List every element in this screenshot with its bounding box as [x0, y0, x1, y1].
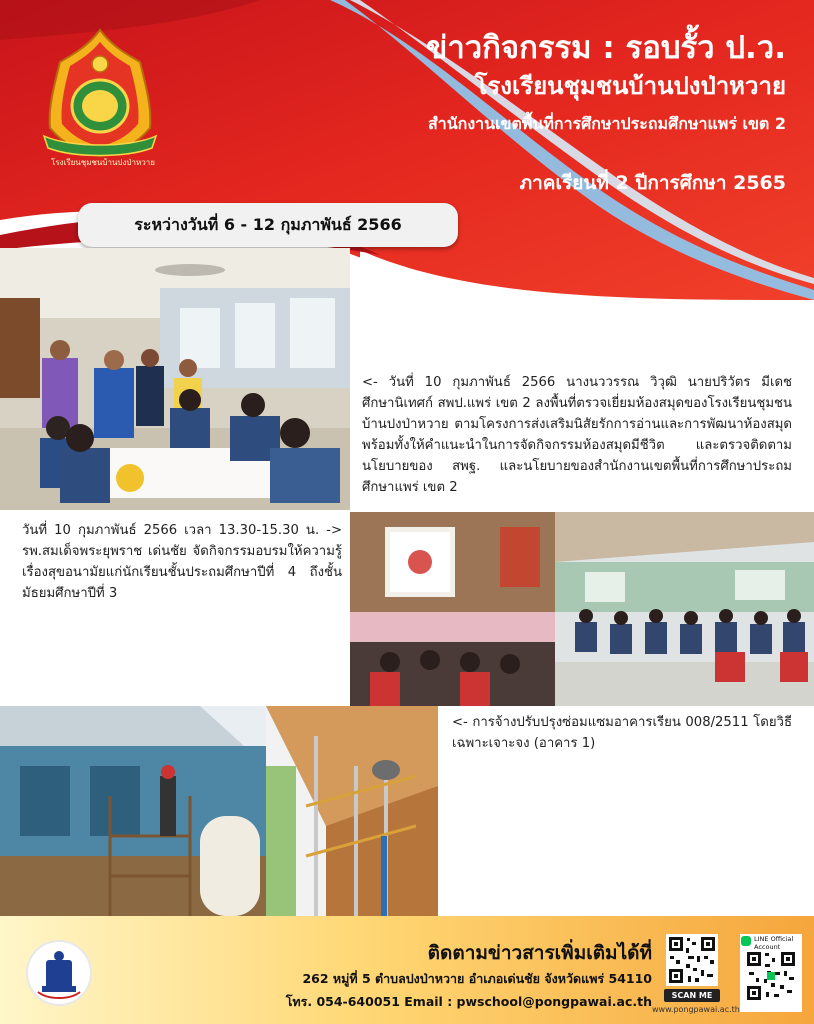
newsletter-title: ข่าวกิจกรรม : รอบรั้ว ป.ว. — [426, 30, 786, 66]
building-repair-interior-photo — [266, 706, 438, 916]
education-office: สำนักงานเขตพื้นที่การศึกษาประถมศึกษาแพร่ เขต 2 — [427, 114, 786, 133]
news-health-training-text: วันที่ 10 กุมภาพันธ์ 2566 เวลา 13.30-15.30 น. -> รพ.สมเด็จพระยุพราช เด่นชัย จัดกิจกรรมอบรมให้ความรู้เรื่องสุขอนามัยแก่นักเรียนชั้นประถมศึกษาปีที่ 4 ถึงชั้นมัธยมศึกษาปีที่ 3 — [22, 523, 342, 601]
scan-me-label: SCAN ME — [664, 989, 720, 1002]
news-library-visit-text: <- วันที่ 10 กุมภาพันธ์ 2566 นางนววรรณ วิวุฒิ นายปริวัตร มีเดช ศึกษานิเทศก์ สพป.แพร่ เขต 2 ลงพื้นที่ตรวจเยี่ยมห้องสมุดของโรงเรียนชุมชนบ้านปงป่าหวาย ตามโครงการส่งเสริมนิสัยรักการอ่านและการพัฒนาห้องสมุด พร้อมทั้งให้คำแนะนำในการจัดกิจกรรมห้องสมุดมีชีวิต และตรวจติดตามนโยบายของ สพฐ. และนโยบายของสำนักงานเขตพื้นที่การศึกษาประถมศึกษาแพร่ เขต 2 — [362, 375, 792, 495]
line-official-account-label: LINE Official Account — [754, 935, 794, 951]
line-app-icon — [741, 936, 751, 946]
health-training-hall-photo — [555, 512, 814, 706]
school-contact: โทร. 054-640051 Email : pwschool@pongpawai.ac.th — [285, 994, 652, 1009]
follow-more-news: ติดตามข่าวสารเพิ่มเติมได้ที่ — [427, 942, 652, 964]
school-address: 262 หมู่ที่ 5 ตำบลปงป่าหวาย อำเภอเด่นชัย จังหวัดแพร่ 54110 — [302, 971, 652, 986]
library-visit-photo — [0, 248, 350, 510]
website-qr-code[interactable] — [666, 934, 718, 986]
logo-caption: โรงเรียนชุมชนบ้านปงป่าหวาย — [51, 158, 155, 167]
building-repair-exterior-photo — [0, 706, 266, 916]
website-url[interactable]: www.pongpawai.ac.th — [652, 1005, 740, 1014]
footer-school-logo — [26, 940, 92, 1006]
date-range-badge: ระหว่างวันที่ 6 - 12 กุมภาพันธ์ 2566 — [78, 203, 458, 247]
school-name: โรงเรียนชุมชนบ้านปงป่าหวาย — [474, 72, 786, 100]
health-training-stage-photo — [350, 512, 555, 706]
academic-term: ภาคเรียนที่ 2 ปีการศึกษา 2565 — [519, 172, 786, 194]
news-building-repair-text: <- การจ้างปรับปรุงซ่อมแซมอาคารเรียน 008/2511 โดยวิธีเฉพาะเจาะจง (อาคาร 1) — [452, 715, 792, 751]
